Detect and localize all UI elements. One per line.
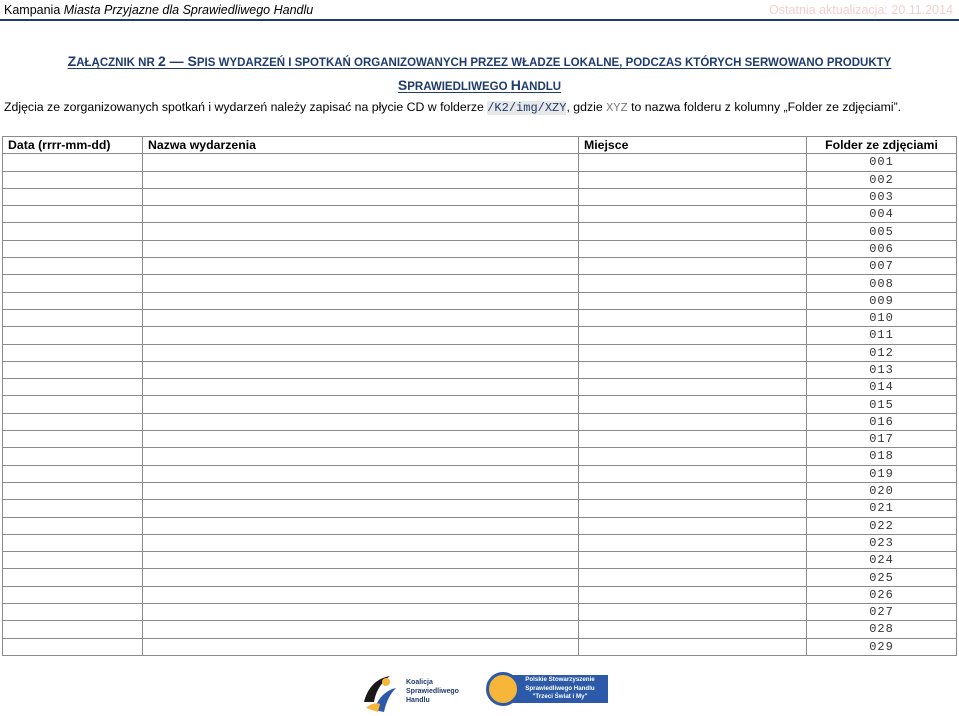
photo-folder-cell: 008 <box>807 275 957 292</box>
table-row <box>3 171 957 188</box>
instructions-part: , gdzie <box>566 100 607 114</box>
event-name-cell[interactable] <box>143 171 579 188</box>
table-row <box>3 569 957 586</box>
photo-folder-cell: 018 <box>807 448 957 465</box>
events-table <box>2 136 957 656</box>
photo-folder-cell: 022 <box>807 517 957 534</box>
place-cell[interactable] <box>579 500 807 517</box>
date-cell[interactable] <box>3 275 143 292</box>
date-cell[interactable] <box>3 621 143 638</box>
table-row <box>3 258 957 275</box>
place-cell[interactable] <box>579 258 807 275</box>
event-name-cell[interactable] <box>143 396 579 413</box>
date-cell[interactable] <box>3 534 143 551</box>
table-row <box>3 586 957 603</box>
table-row <box>3 431 957 448</box>
photo-folder-cell: 023 <box>807 534 957 551</box>
table-row <box>3 500 957 517</box>
date-cell[interactable] <box>3 638 143 655</box>
campaign-italic-name: Miasta Przyjazne dla Sprawiedliwego Handlu <box>63 2 314 17</box>
date-cell[interactable] <box>3 361 143 378</box>
fair-trade-coalition-logo <box>360 672 475 714</box>
title-cap-h: H <box>510 77 521 93</box>
event-name-cell[interactable] <box>143 292 579 309</box>
campaign-prefix: Kampania <box>4 2 64 17</box>
title-cap-s: S <box>397 77 408 93</box>
photo-folder-cell: 007 <box>807 258 957 275</box>
title-line-2 <box>0 74 959 98</box>
page-header <box>0 0 959 19</box>
table-row <box>3 240 957 257</box>
event-name-cell[interactable] <box>143 431 579 448</box>
place-cell[interactable] <box>579 240 807 257</box>
folder-path: /K2/img/XZY <box>487 101 567 115</box>
place-cell[interactable] <box>579 517 807 534</box>
place-cell[interactable] <box>579 154 807 171</box>
title-number: 2 — S <box>157 53 197 69</box>
photo-folder-cell: 002 <box>807 171 957 188</box>
photo-folder-cell: 010 <box>807 309 957 326</box>
table-row <box>3 413 957 430</box>
table-row <box>3 275 957 292</box>
place-cell[interactable] <box>579 275 807 292</box>
table-row <box>3 206 957 223</box>
event-name-cell[interactable] <box>143 206 579 223</box>
place-cell[interactable] <box>579 552 807 569</box>
date-cell[interactable] <box>3 586 143 603</box>
table-row <box>3 292 957 309</box>
title-part-3: ANDLU <box>520 81 562 93</box>
event-name-cell[interactable] <box>143 327 579 344</box>
title-part-2: PRAWIEDLIWEGO <box>407 81 511 93</box>
photo-folder-cell: 006 <box>807 240 957 257</box>
photo-folder-cell: 001 <box>807 154 957 171</box>
table-row <box>3 517 957 534</box>
instructions-part: Zdjęcia ze zorganizowanych spotkań i wydarzeń należy zapisać na płycie CD w folderze <box>4 100 488 114</box>
photo-folder-cell: 021 <box>807 500 957 517</box>
place-cell[interactable] <box>579 188 807 205</box>
event-name-cell[interactable] <box>143 275 579 292</box>
event-name-cell[interactable] <box>143 552 579 569</box>
table-row <box>3 188 957 205</box>
table-row <box>3 344 957 361</box>
date-cell[interactable] <box>3 223 143 240</box>
photo-folder-cell: 017 <box>807 431 957 448</box>
photo-folder-cell: 024 <box>807 552 957 569</box>
place-cell[interactable] <box>579 292 807 309</box>
date-cell[interactable] <box>3 465 143 482</box>
date-cell[interactable] <box>3 552 143 569</box>
table-row <box>3 396 957 413</box>
column-header-place: Miejsce <box>579 137 807 154</box>
date-cell[interactable] <box>3 344 143 361</box>
date-cell[interactable] <box>3 309 143 326</box>
event-name-cell[interactable] <box>143 517 579 534</box>
table-row <box>3 638 957 655</box>
date-cell[interactable] <box>3 258 143 275</box>
place-cell[interactable] <box>579 604 807 621</box>
event-name-cell[interactable] <box>143 258 579 275</box>
document-title <box>0 50 959 98</box>
table-row <box>3 621 957 638</box>
folder-code: XYZ <box>606 101 628 115</box>
column-header-event-name: Nazwa wydarzenia <box>143 137 579 154</box>
event-name-cell[interactable] <box>143 154 579 171</box>
place-cell[interactable] <box>579 638 807 655</box>
table-row <box>3 534 957 551</box>
place-cell[interactable] <box>579 223 807 240</box>
date-cell[interactable] <box>3 413 143 430</box>
date-cell[interactable] <box>3 500 143 517</box>
table-body <box>3 154 957 656</box>
date-cell[interactable] <box>3 171 143 188</box>
coalition-mark-icon <box>360 672 400 714</box>
photo-folder-cell: 027 <box>807 604 957 621</box>
place-cell[interactable] <box>579 206 807 223</box>
event-name-cell[interactable] <box>143 569 579 586</box>
event-name-cell[interactable] <box>143 379 579 396</box>
photo-folder-cell: 026 <box>807 586 957 603</box>
date-cell[interactable] <box>3 569 143 586</box>
table-row <box>3 379 957 396</box>
photo-folder-cell: 029 <box>807 638 957 655</box>
place-cell[interactable] <box>579 379 807 396</box>
instructions-text <box>4 100 959 115</box>
header-divider <box>0 19 959 21</box>
table-row <box>3 552 957 569</box>
instructions-part: to nazwa folderu z kolumny „Folder ze zdjęciami”. <box>627 100 902 114</box>
event-name-cell[interactable] <box>143 240 579 257</box>
place-cell[interactable] <box>579 586 807 603</box>
event-name-cell[interactable] <box>143 621 579 638</box>
place-cell[interactable] <box>579 327 807 344</box>
place-cell[interactable] <box>579 621 807 638</box>
photo-folder-cell: 005 <box>807 223 957 240</box>
place-cell[interactable] <box>579 448 807 465</box>
table-header-row <box>3 137 957 154</box>
photo-folder-cell: 028 <box>807 621 957 638</box>
place-cell[interactable] <box>579 361 807 378</box>
event-name-cell[interactable] <box>143 361 579 378</box>
photo-folder-cell: 014 <box>807 379 957 396</box>
photo-folder-cell: 020 <box>807 482 957 499</box>
coalition-logo-text: Koalicja Sprawiedliwego Handlu <box>406 679 459 704</box>
table-row <box>3 154 957 171</box>
date-cell[interactable] <box>3 292 143 309</box>
association-logo-text: Polskie Stowarzyszenie Sprawiedliwego Handlu "Trzeci Świat i My" <box>512 675 608 703</box>
photo-folder-cell: 025 <box>807 569 957 586</box>
place-cell[interactable] <box>579 396 807 413</box>
photo-folder-cell: 013 <box>807 361 957 378</box>
event-name-cell[interactable] <box>143 448 579 465</box>
date-cell[interactable] <box>3 396 143 413</box>
date-cell[interactable] <box>3 154 143 171</box>
place-cell[interactable] <box>579 344 807 361</box>
event-name-cell[interactable] <box>143 309 579 326</box>
title-cap-z: Z <box>67 53 77 69</box>
globe-icon <box>486 672 520 706</box>
date-cell[interactable] <box>3 240 143 257</box>
date-cell[interactable] <box>3 379 143 396</box>
photo-folder-cell: 011 <box>807 327 957 344</box>
table-row <box>3 309 957 326</box>
column-header-photo-folder: Folder ze zdjęciami <box>807 137 957 154</box>
photo-folder-cell: 012 <box>807 344 957 361</box>
photo-folder-cell: 003 <box>807 188 957 205</box>
title-part: AŁĄCZNIK NR <box>76 57 158 69</box>
date-cell[interactable] <box>3 206 143 223</box>
event-name-cell[interactable] <box>143 223 579 240</box>
place-cell[interactable] <box>579 534 807 551</box>
event-name-cell[interactable] <box>143 344 579 361</box>
event-name-cell[interactable] <box>143 604 579 621</box>
column-header-date: Data (rrrr-mm-dd) <box>3 137 143 154</box>
date-cell[interactable] <box>3 327 143 344</box>
event-name-cell[interactable] <box>143 586 579 603</box>
event-name-cell[interactable] <box>143 188 579 205</box>
last-updated: Ostatnia aktualizacja: 20.11.2014 <box>769 2 953 17</box>
place-cell[interactable] <box>579 482 807 499</box>
title-line-1 <box>0 50 959 74</box>
date-cell[interactable] <box>3 188 143 205</box>
event-name-cell[interactable] <box>143 534 579 551</box>
date-cell[interactable] <box>3 431 143 448</box>
place-cell[interactable] <box>579 465 807 482</box>
table-row <box>3 361 957 378</box>
date-cell[interactable] <box>3 482 143 499</box>
date-cell[interactable] <box>3 604 143 621</box>
place-cell[interactable] <box>579 309 807 326</box>
photo-folder-cell: 016 <box>807 413 957 430</box>
photo-folder-cell: 004 <box>807 206 957 223</box>
title-rest: PIS WYDARZEŃ I SPOTKAŃ ORGANIZOWANYCH PRZEZ WŁADZE LOKALNE, PODCZAS KTÓRYCH SERWOWANO PRODUKTY <box>196 57 892 69</box>
photo-folder-cell: 019 <box>807 465 957 482</box>
event-name-cell[interactable] <box>143 500 579 517</box>
place-cell[interactable] <box>579 413 807 430</box>
photo-folder-cell: 015 <box>807 396 957 413</box>
polish-fair-trade-association-logo <box>486 672 608 706</box>
table-row <box>3 223 957 240</box>
campaign-name <box>4 3 313 17</box>
place-cell[interactable] <box>579 171 807 188</box>
footer-logos <box>360 668 620 716</box>
event-name-cell[interactable] <box>143 465 579 482</box>
event-name-cell[interactable] <box>143 638 579 655</box>
photo-folder-cell: 009 <box>807 292 957 309</box>
table-row <box>3 327 957 344</box>
date-cell[interactable] <box>3 517 143 534</box>
event-name-cell[interactable] <box>143 482 579 499</box>
table-row <box>3 465 957 482</box>
place-cell[interactable] <box>579 431 807 448</box>
table-row <box>3 448 957 465</box>
place-cell[interactable] <box>579 569 807 586</box>
table-row <box>3 604 957 621</box>
event-name-cell[interactable] <box>143 413 579 430</box>
table-row <box>3 482 957 499</box>
date-cell[interactable] <box>3 448 143 465</box>
